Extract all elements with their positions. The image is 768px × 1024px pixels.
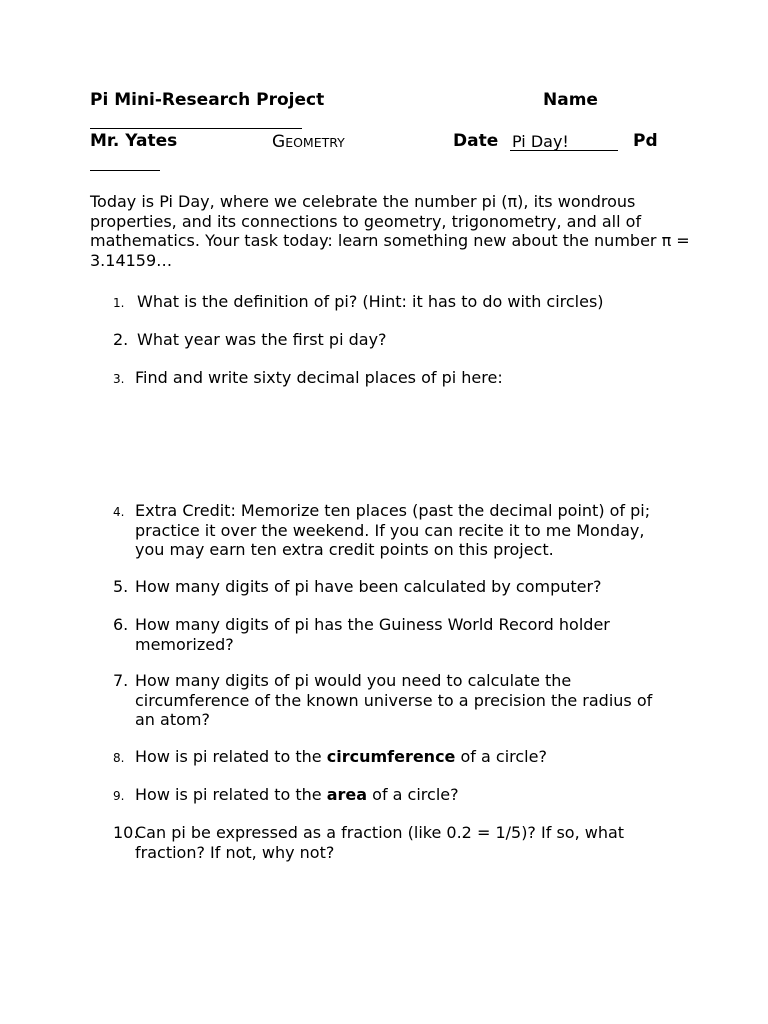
teacher-name: Mr. Yates [90, 131, 178, 151]
course-name [272, 132, 345, 152]
question-number: 9. [113, 789, 125, 803]
question-text-after: of a circle? [367, 785, 459, 804]
name-blank-line [90, 128, 302, 129]
date-label: Date [453, 131, 499, 151]
keyword-circumference: circumference [326, 747, 456, 766]
question-text: Extra Credit: Memorize ten places (past the decimal point) of pi; practice it over the weekend. If you can recite it to me Monday, you may earn ten extra credit points on this project. [135, 501, 651, 559]
question-text-before: How is pi related to the [135, 747, 327, 766]
question-number: 10. [113, 823, 139, 842]
course-initial: G [272, 132, 286, 152]
name-label: Name [543, 90, 598, 110]
period-blank-line [90, 170, 160, 171]
date-value: Pi Day! [510, 133, 618, 151]
question-number: 8. [113, 751, 125, 765]
intro-paragraph: Today is Pi Day, where we celebrate the number pi (π), its wondrous properties, and its connections to geometry, trigonometry, and all of mathematics. Your task today: learn something new about the number π = 3.14159… [90, 192, 690, 270]
question-number: 6. [113, 615, 129, 634]
question-number: 7. [113, 671, 129, 690]
question-text [135, 785, 680, 805]
question-text-after: of a circle? [455, 747, 547, 766]
worksheet-title: Pi Mini-Research Project [90, 90, 325, 110]
question-text: What is the definition of pi? (Hint: it has to do with circles) [137, 292, 604, 311]
question-number: 4. [113, 505, 125, 519]
question-text [135, 747, 680, 767]
question-text: How many digits of pi have been calculated by computer? [135, 577, 602, 596]
question-number: 3. [113, 372, 125, 386]
question-text: How many digits of pi has the Guiness World Record holder memorized? [135, 615, 610, 654]
course-rest: EOMETRY [285, 135, 345, 150]
date-field [510, 132, 618, 151]
question-text: How many digits of pi would you need to calculate the circumference of the known universe to a precision the radius of an atom? [135, 671, 653, 729]
keyword-area: area [326, 785, 368, 804]
question-text: What year was the first pi day? [137, 330, 387, 349]
question-text: Find and write sixty decimal places of pi here: [135, 368, 503, 387]
question-text: Can pi be expressed as a fraction (like 0.2 = 1/5)? If so, what fraction? If not, why not? [135, 823, 625, 862]
question-number: 1. [113, 296, 125, 310]
question-text-before: How is pi related to the [135, 785, 327, 804]
period-label: Pd [633, 131, 658, 151]
question-number: 2. [113, 330, 129, 349]
question-number: 5. [113, 577, 129, 596]
